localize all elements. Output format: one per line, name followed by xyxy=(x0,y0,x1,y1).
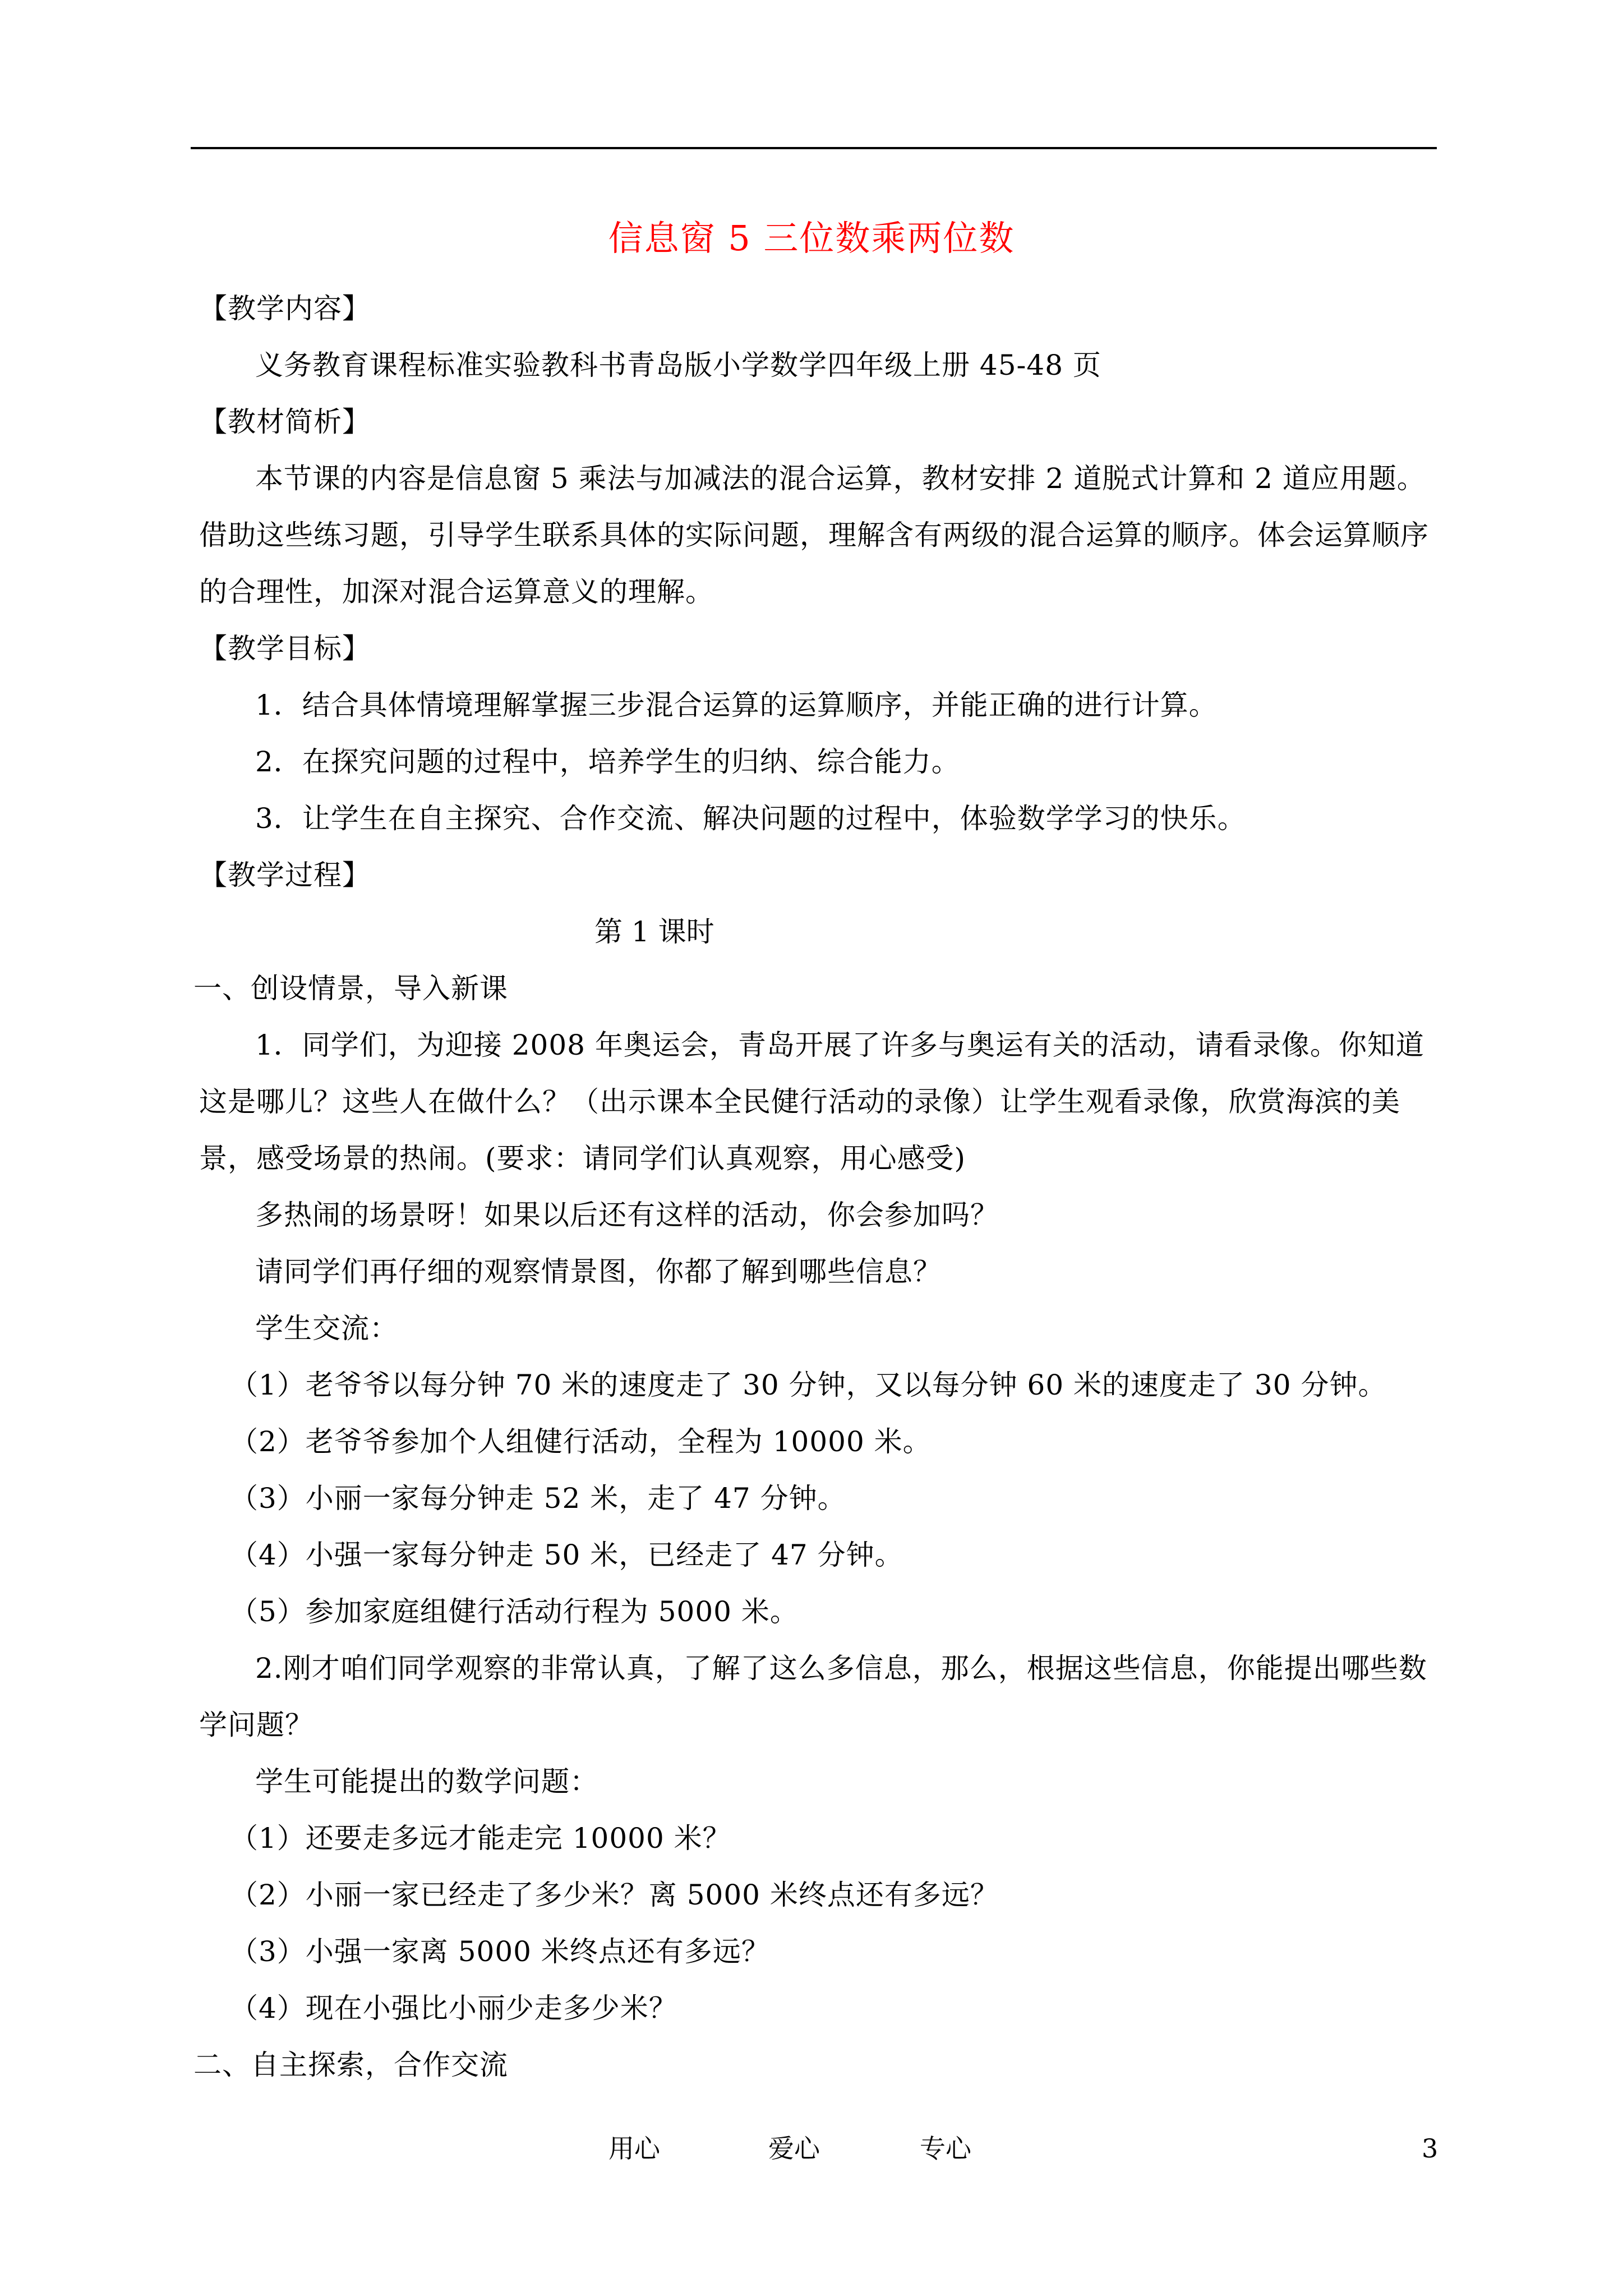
goal-item: 1．结合具体情境理解掌握三步混合运算的运算顺序，并能正确的进行计算。 xyxy=(255,689,1218,721)
part1-heading: 一、创设情景，导入新课 xyxy=(193,972,508,1005)
part1-paragraph: 学生交流： xyxy=(255,1312,398,1345)
question-item: （3）小强一家离 5000 米终点还有多远？ xyxy=(230,1935,770,1968)
part1-paragraph: 学生可能提出的数学问题： xyxy=(255,1765,598,1798)
part1-paragraph: 2.刚才咱们同学观察的非常认真，了解了这么多信息，那么，根据这些信息，你能提出哪些数学问题？ xyxy=(199,1652,1427,1741)
footer-word: 专心 xyxy=(920,2133,971,2164)
question-item: （2）小丽一家已经走了多少米？离 5000 米终点还有多远？ xyxy=(230,1879,999,1911)
content-heading: 【教学内容】 xyxy=(199,292,371,325)
info-item: （3）小丽一家每分钟走 52 米，走了 47 分钟。 xyxy=(230,1482,846,1515)
footer-word: 爱心 xyxy=(768,2133,820,2164)
part1-paragraph: 1．同学们，为迎接 2008 年奥运会，青岛开展了许多与奥运有关的活动，请看录像。你知道这是哪儿？这些人在做什么？（出示课本全民健行活动的录像）让学生观看录像，欣赏海滨的美景，感受场景的热闹。(要求：请同学们认真观察，用心感受) xyxy=(199,1029,1424,1175)
part1-paragraph: 请同学们再仔细的观察情景图，你都了解到哪些信息？ xyxy=(255,1255,942,1288)
analysis-text: 本节课的内容是信息窗 5 乘法与加减法的混合运算，教材安排 2 道脱式计算和 2 道应用题。借助这些练习题，引导学生联系具体的实际问题，理解含有两级的混合运算的顺序。体会运算顺序的合理性，加深对混合运算意义的理解。 xyxy=(199,462,1429,608)
goals-heading: 【教学目标】 xyxy=(199,632,371,665)
info-item: （2）老爷爷参加个人组健行活动，全程为 10000 米。 xyxy=(230,1425,932,1458)
page-title: 信息窗 5 三位数乘两位数 xyxy=(608,218,1015,259)
page-number: 3 xyxy=(1422,2133,1438,2164)
goal-item: 3．让学生在自主探究、合作交流、解决问题的过程中，体验数学学习的快乐。 xyxy=(255,802,1246,835)
question-item: （4）现在小强比小丽少走多少米？ xyxy=(230,1992,677,2024)
lesson-label: 第 1 课时 xyxy=(594,915,714,948)
info-item: （4）小强一家每分钟走 50 米，已经走了 47 分钟。 xyxy=(230,1539,903,1571)
goal-item: 2．在探究问题的过程中，培养学生的归纳、综合能力。 xyxy=(255,746,960,778)
info-item: （1）老爷爷以每分钟 70 米的速度走了 30 分钟，又以每分钟 60 米的速度走了 30 分钟。 xyxy=(230,1369,1387,1401)
process-heading: 【教学过程】 xyxy=(199,859,371,891)
part1-paragraph: 多热闹的场景呀！如果以后还有这样的活动，你会参加吗？ xyxy=(255,1199,999,1231)
header-rule xyxy=(191,147,1437,149)
content-text: 义务教育课程标准实验教科书青岛版小学数学四年级上册 45-48 页 xyxy=(255,349,1101,381)
part2-heading: 二、自主探索，合作交流 xyxy=(193,2049,508,2081)
question-item: （1）还要走多远才能走完 10000 米？ xyxy=(230,1822,731,1855)
analysis-heading: 【教材简析】 xyxy=(199,406,371,438)
footer-word: 用心 xyxy=(608,2133,660,2164)
info-item: （5）参加家庭组健行活动行程为 5000 米。 xyxy=(230,1595,799,1628)
